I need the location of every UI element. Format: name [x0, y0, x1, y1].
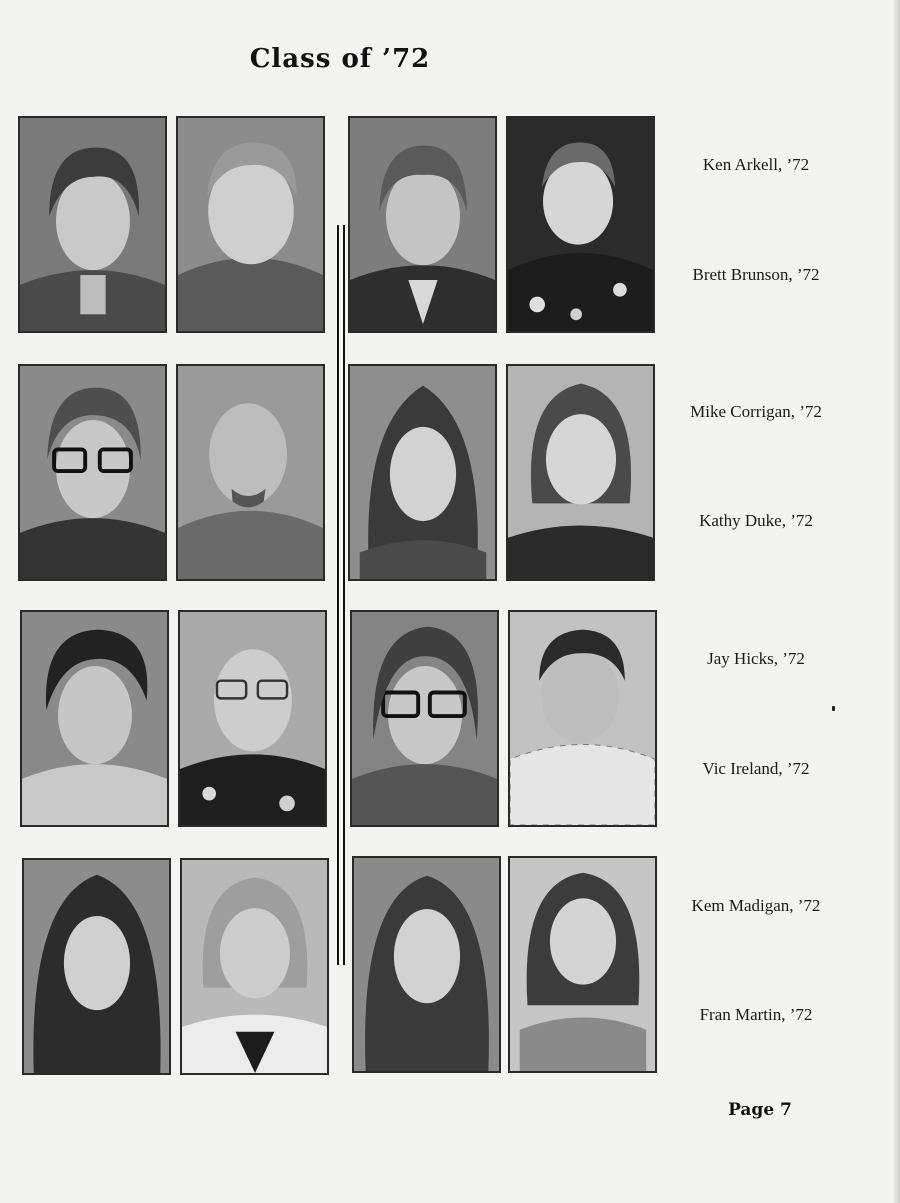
photo-ken-arkell-then: [18, 116, 167, 333]
photo-kathy-duke-then: [348, 364, 497, 581]
photo-kem-madigan-now: [180, 858, 329, 1075]
name-caption: Jay Hicks, ’72: [707, 649, 805, 668]
name-caption: Vic Ireland, ’72: [702, 759, 810, 778]
photo-mike-corrigan-then: [18, 364, 167, 581]
photo-fran-martin-then: [352, 856, 501, 1073]
ink-speck: [832, 706, 835, 711]
name-caption: Mike Corrigan, ’72: [690, 402, 822, 421]
photo-brett-brunson-then: [348, 116, 497, 333]
photo-brett-brunson-now: [506, 116, 655, 333]
page-edge: [894, 0, 900, 1203]
photo-jay-hicks-now: [178, 610, 327, 827]
photo-mike-corrigan-now: [176, 364, 325, 581]
page-title: Class of ’72: [249, 44, 431, 74]
name-caption: Kathy Duke, ’72: [699, 511, 813, 530]
photo-kathy-duke-now: [506, 364, 655, 581]
page-number: Page 7: [728, 1100, 792, 1120]
photo-vic-ireland-then: [350, 610, 499, 827]
name-caption: Brett Brunson, ’72: [692, 265, 820, 284]
photo-jay-hicks-then: [20, 610, 169, 827]
photo-fran-martin-now: [508, 856, 657, 1073]
name-caption: Fran Martin, ’72: [699, 1005, 813, 1024]
photo-vic-ireland-now: [508, 610, 657, 827]
center-divider: [337, 225, 345, 965]
name-caption: Kem Madigan, ’72: [691, 896, 821, 915]
photo-kem-madigan-then: [22, 858, 171, 1075]
name-caption: Ken Arkell, ’72: [702, 155, 810, 174]
photo-ken-arkell-now: [176, 116, 325, 333]
